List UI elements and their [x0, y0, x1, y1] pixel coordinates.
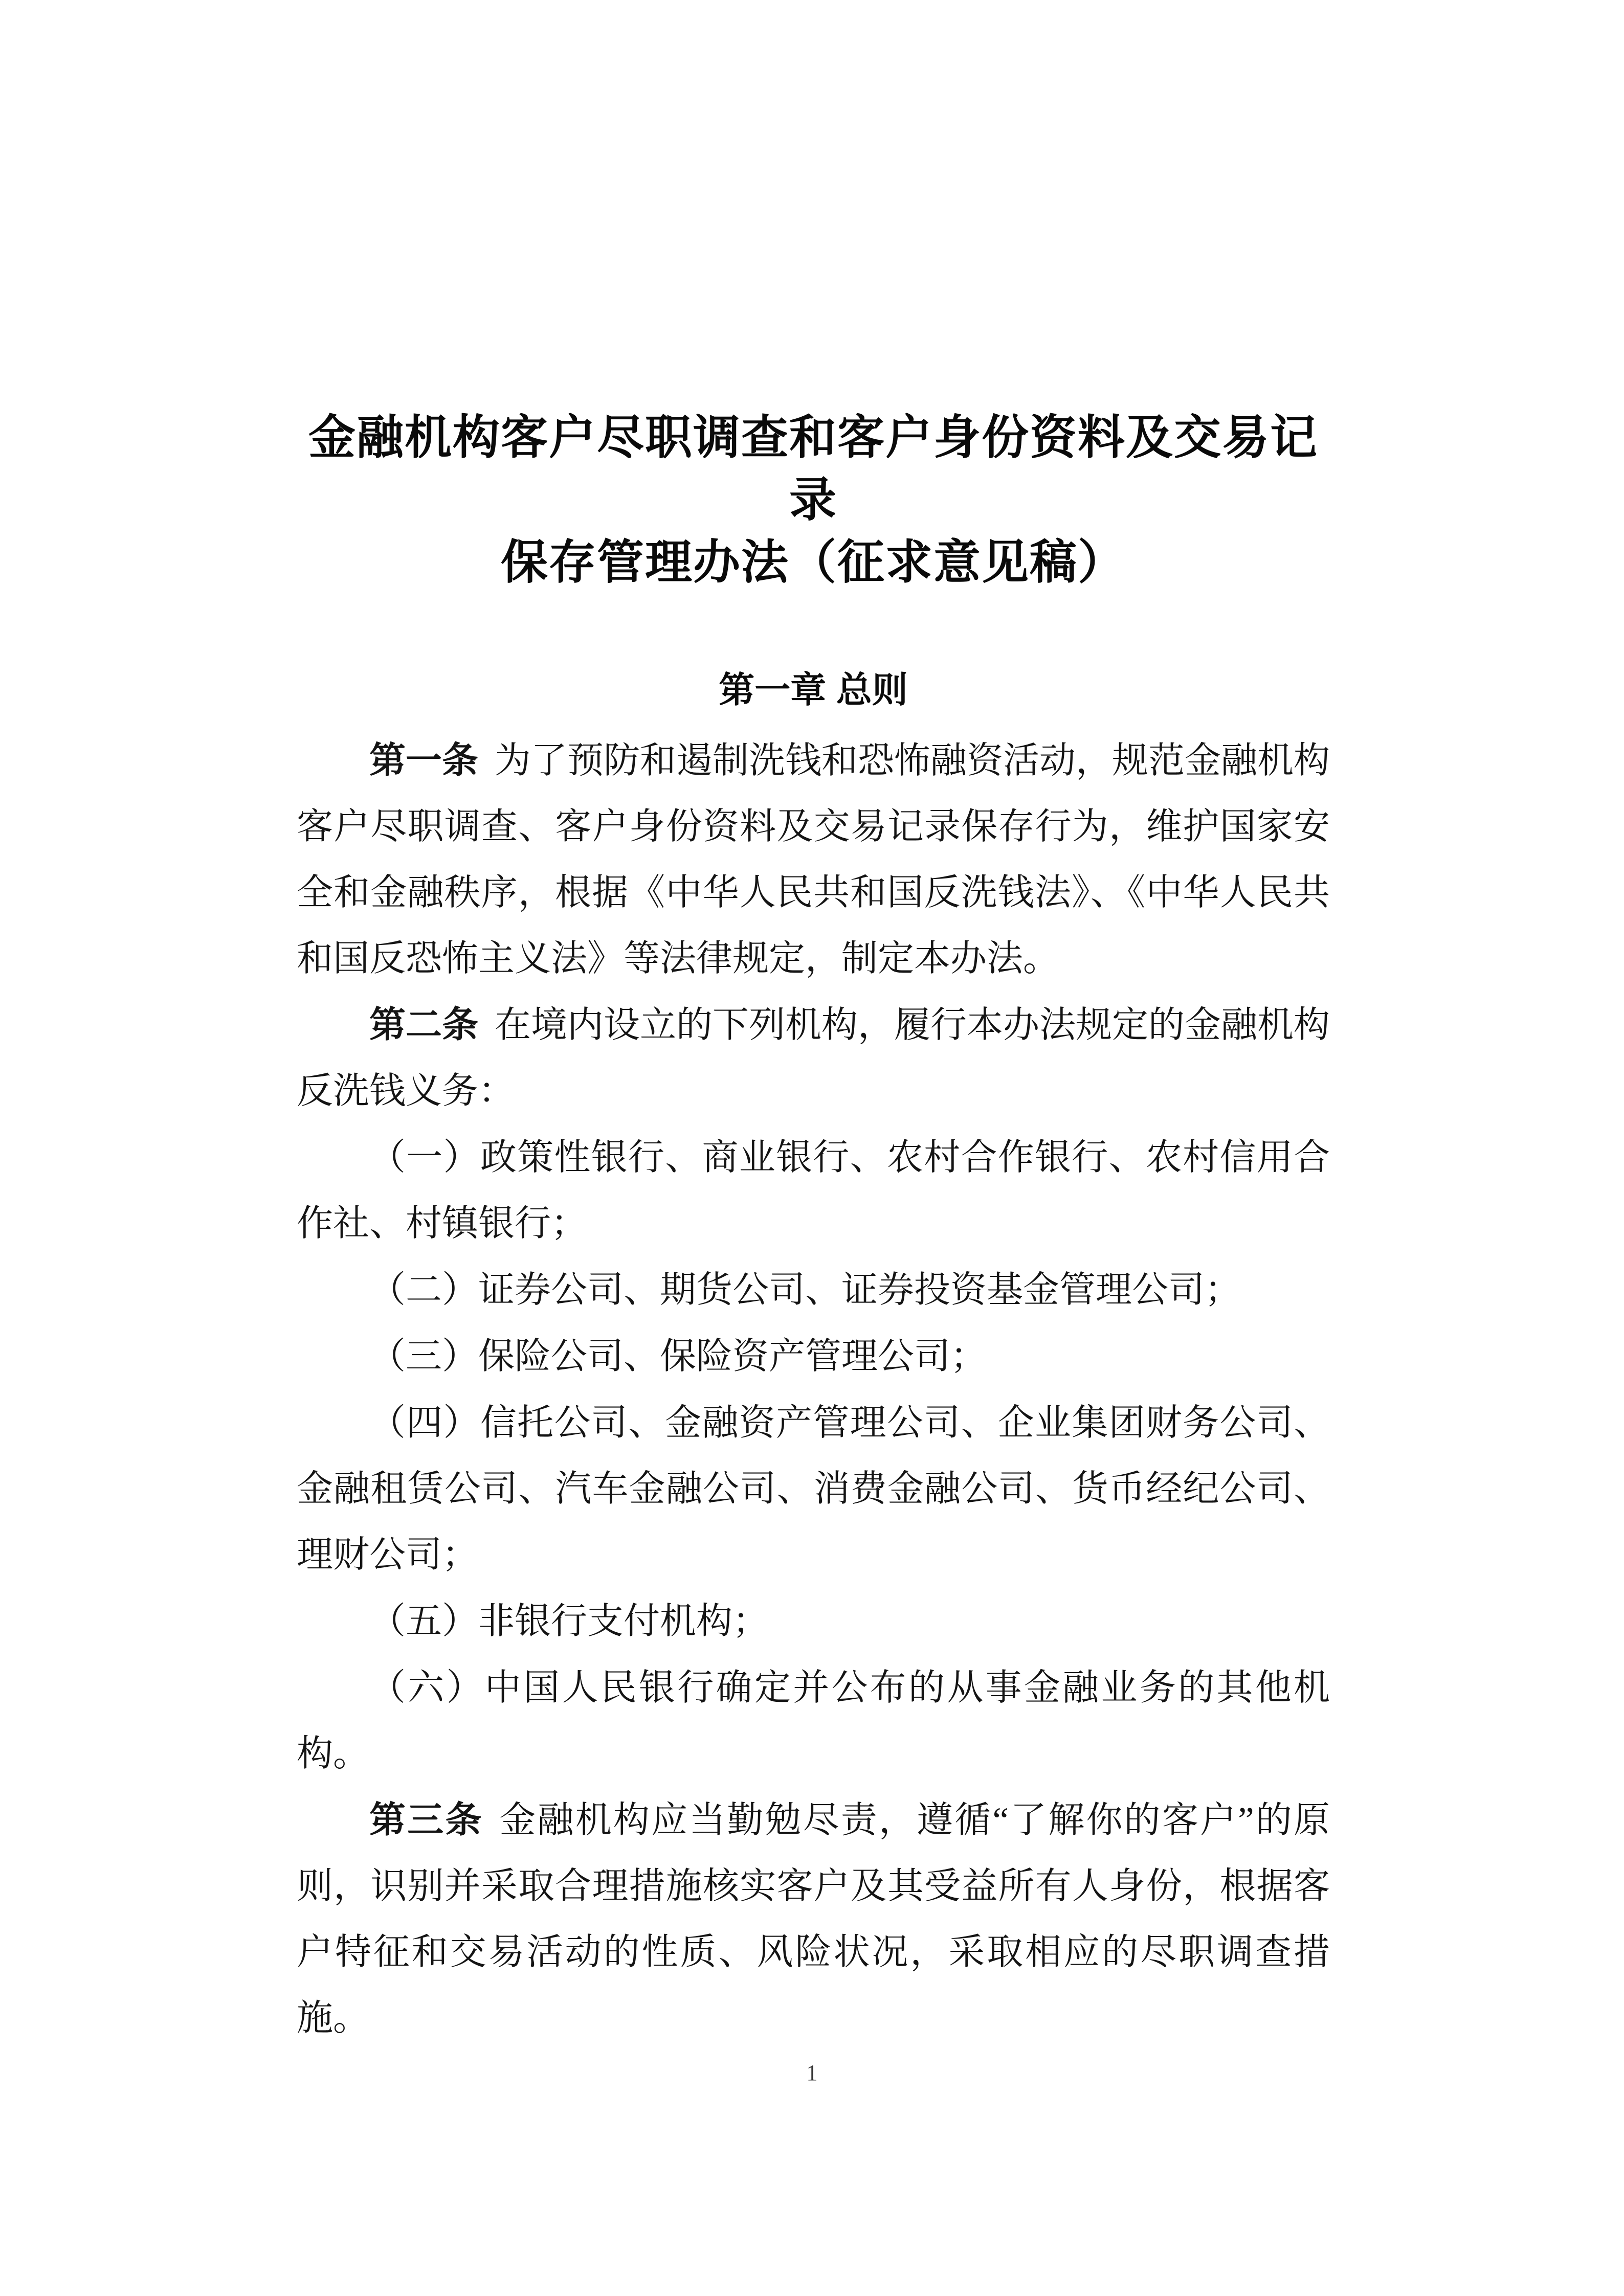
list-item-paragraph	[297, 1257, 1330, 1323]
page-number: 1	[806, 2060, 818, 2085]
document-body	[297, 728, 1330, 2052]
article-paragraph	[297, 728, 1330, 992]
article-number: 第三条	[369, 1800, 483, 1840]
chapter-heading: 第一章 总则	[719, 670, 908, 710]
list-item-paragraph	[297, 1124, 1330, 1257]
document-title-line-1: 金融机构客户尽职调查和客户身份资料及交易记录	[308, 412, 1318, 526]
paragraph-text: （五）非银行支付机构；	[369, 1602, 769, 1641]
list-item-paragraph	[297, 1588, 1330, 1655]
article-paragraph	[297, 1787, 1330, 2052]
paragraph-text: 在境内设立的下列机构，履行本办法规定的金融机构反洗钱义务：	[297, 1005, 1330, 1111]
document-title-line-2: 保存管理办法（征求意见稿）	[500, 536, 1126, 589]
paragraph-text: （六）中国人民银行确定并公布的从事金融业务的其他机构。	[297, 1668, 1330, 1774]
document-content	[297, 407, 1330, 2052]
paragraph-text: （四）信托公司、金融资产管理公司、企业集团财务公司、金融租赁公司、汽车金融公司、消费金融公司、货币经纪公司、理财公司；	[297, 1403, 1330, 1575]
paragraph-text: （二）证券公司、期货公司、证券投资基金管理公司；	[369, 1270, 1241, 1310]
paragraph-text: （三）保险公司、保险资产管理公司；	[369, 1337, 987, 1377]
list-item-paragraph	[297, 1390, 1330, 1588]
paragraph-text: （一）政策性银行、商业银行、农村合作银行、农村信用合作社、村镇银行；	[297, 1138, 1330, 1244]
article-number: 第二条	[369, 1005, 479, 1045]
document-title	[297, 407, 1330, 594]
list-item-paragraph	[297, 1655, 1330, 1787]
article-number: 第一条	[369, 740, 479, 781]
paragraph-text: 为了预防和遏制洗钱和恐怖融资活动，规范金融机构客户尽职调查、客户身份资料及交易记录保存行为，维护国家安全和金融秩序，根据《中华人民共和国反洗钱法》、《中华人民共和国反恐怖主义法》等法律规定，制定本办法。	[297, 741, 1330, 979]
list-item-paragraph	[297, 1323, 1330, 1390]
article-paragraph	[297, 992, 1330, 1124]
paragraph-text: 金融机构应当勤勉尽责，遵循“了解你的客户”的原则，识别并采取合理措施核实客户及其受益所有人身份，根据客户特征和交易活动的性质、风险状况，采取相应的尽职调查措施。	[297, 1800, 1330, 2038]
